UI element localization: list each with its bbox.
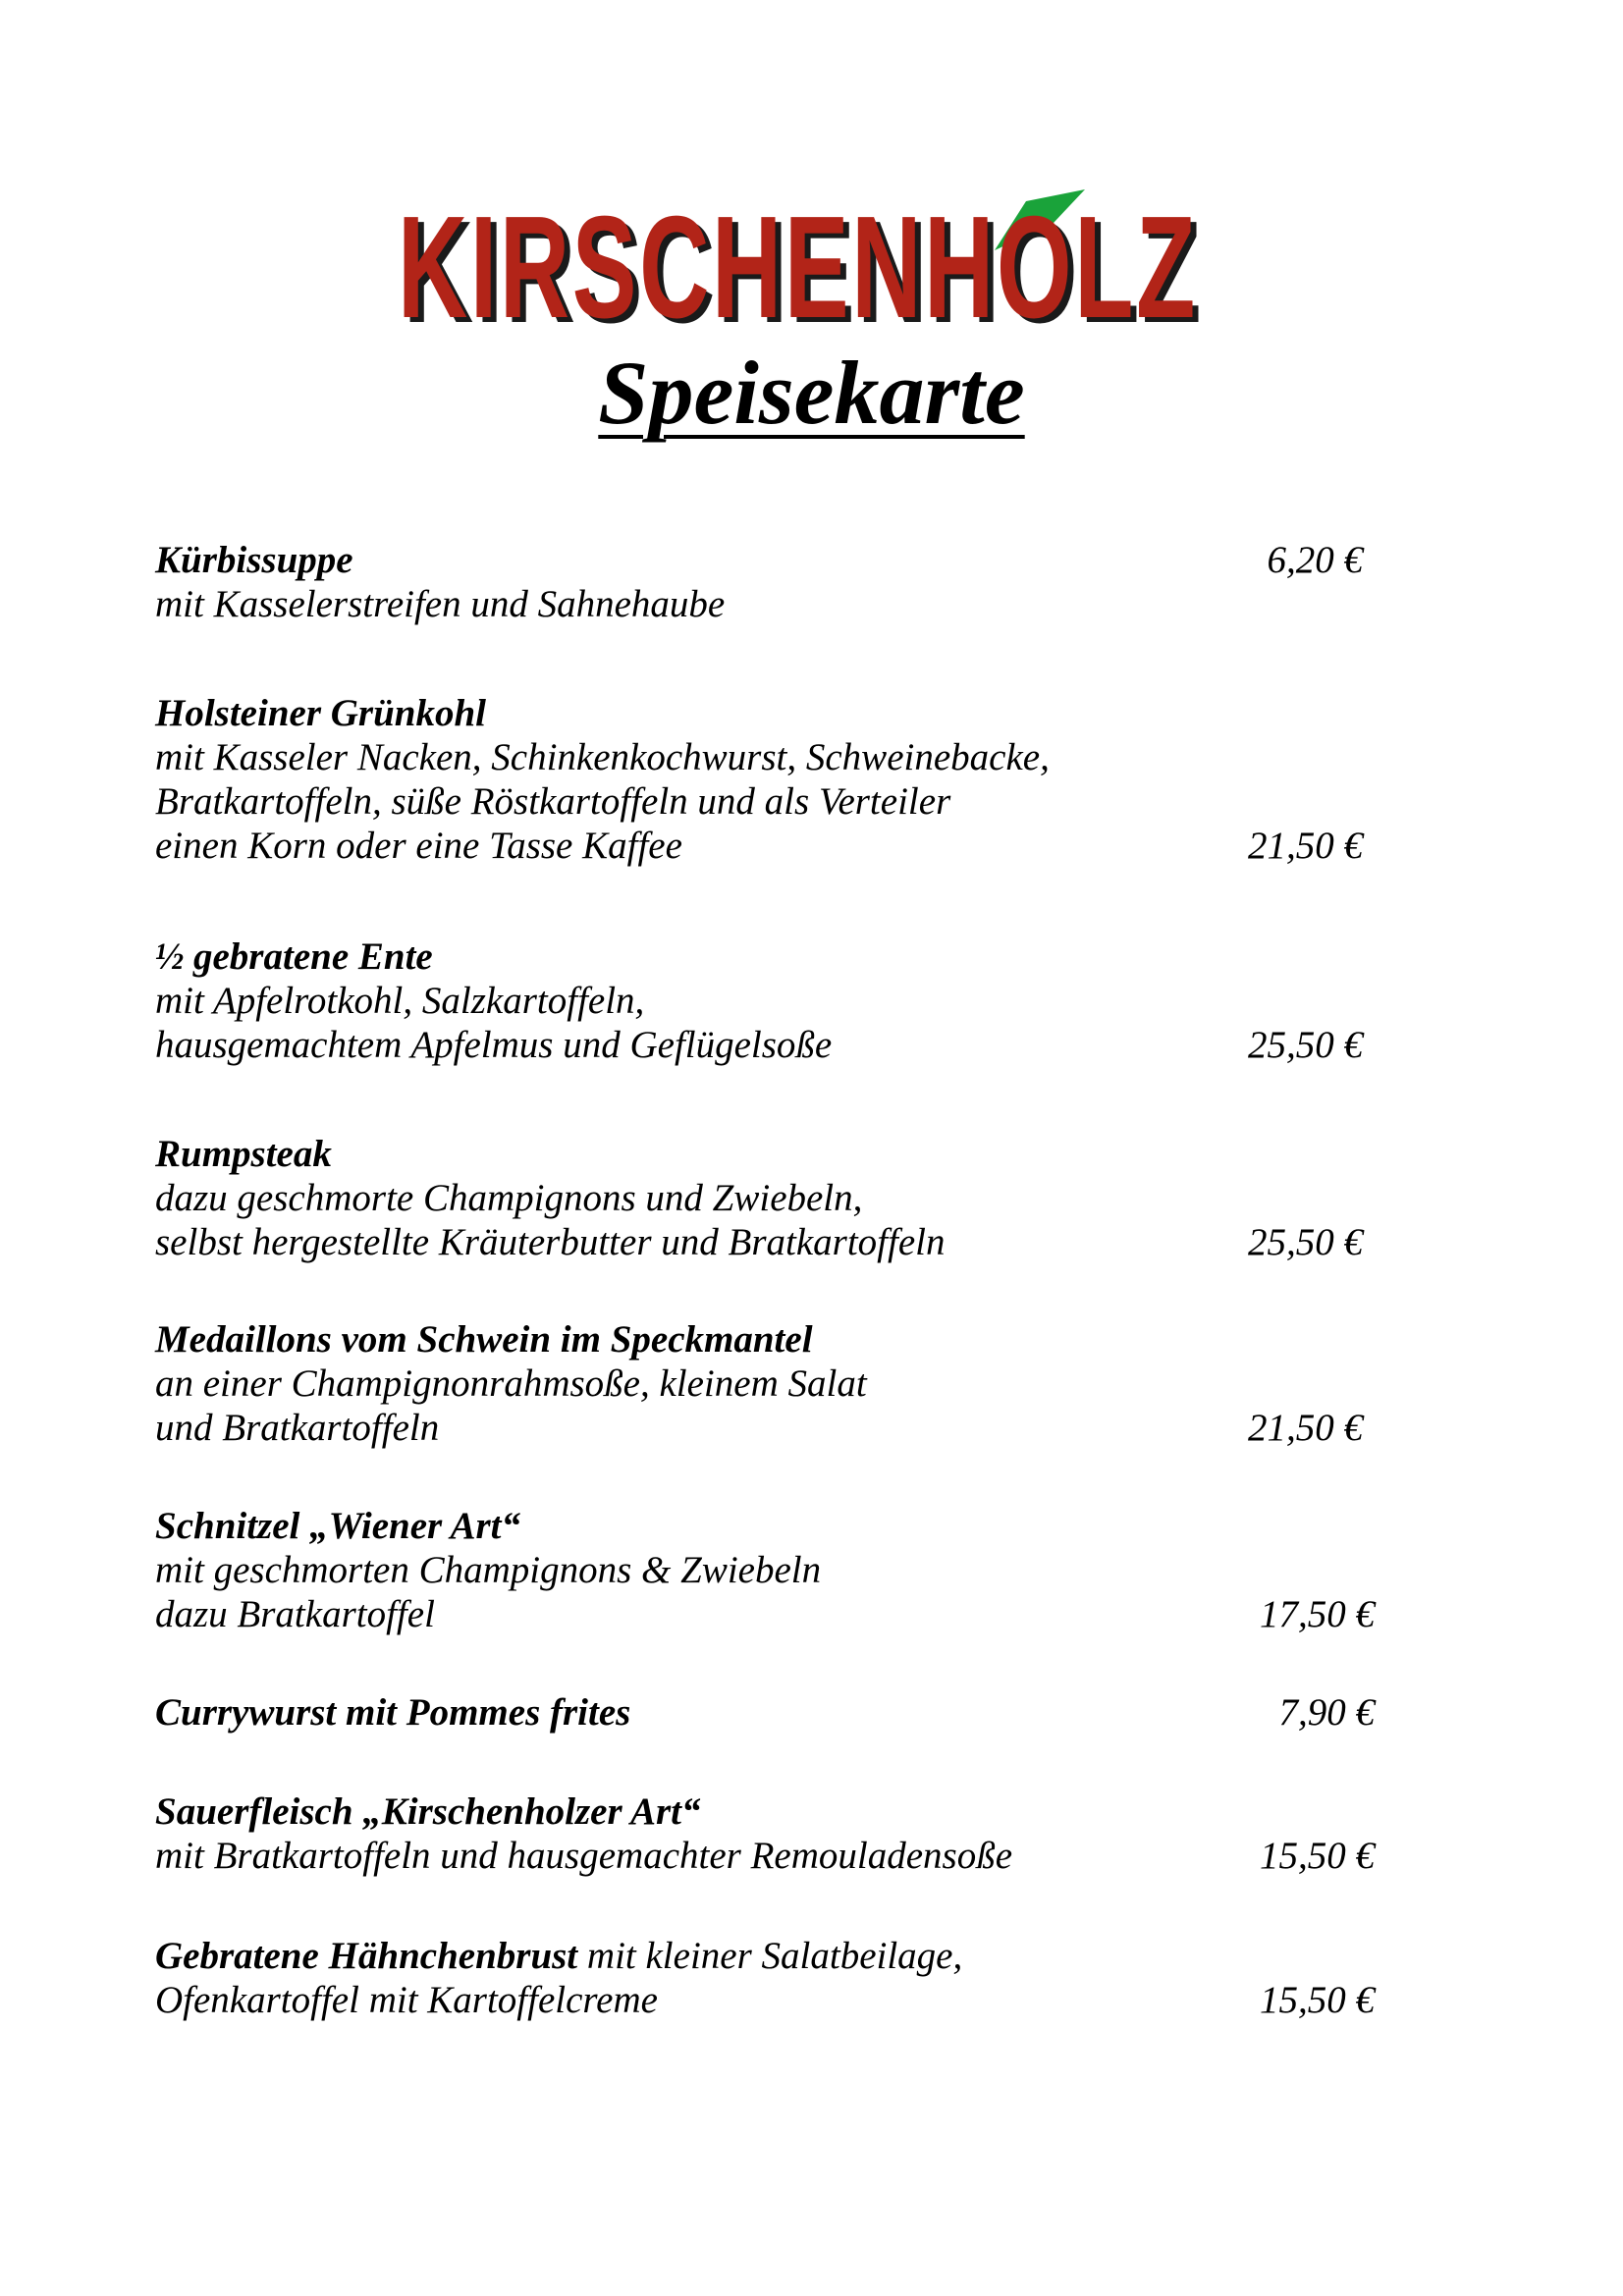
dish-name: Holsteiner Grünkohl	[155, 692, 487, 734]
page-title: Speisekarte	[598, 343, 1025, 443]
menu-item-price-line	[155, 1406, 1382, 1450]
menu-item	[155, 1690, 1382, 1735]
menu-item	[155, 1789, 1382, 1878]
dish-name: Kürbissuppe	[155, 539, 353, 581]
dish-price: 6,20 €	[1267, 539, 1363, 581]
logo-shadow: KIRSCHENHOLZ	[404, 191, 1204, 337]
menu-item-title-line	[155, 1690, 1382, 1735]
dish-description: mit Apfelrotkohl, Salzkartoffeln,	[155, 980, 645, 1022]
dish-description: Bratkartoffeln, süße Röstkartoffeln und als Verteiler	[155, 780, 951, 823]
dish-description: mit geschmorten Champignons & Zwiebeln	[155, 1549, 822, 1591]
dish-description: mit Bratkartoffeln und hausgemachter Remouladensoße	[155, 1835, 1013, 1877]
dish-description: hausgemachtem Apfelmus und Geflügelsoße	[155, 1024, 833, 1066]
dish-price: 25,50 €	[1248, 1221, 1363, 1263]
logo-wordmark: KIRSCHENHOLZ	[398, 189, 1198, 337]
dish-name: Currywurst mit Pommes frites	[155, 1691, 631, 1734]
dish-name: Medaillons vom Schwein im Speckmantel	[155, 1318, 813, 1361]
menu-item	[155, 1504, 1382, 1636]
menu-item	[155, 1132, 1382, 1264]
dish-description: dazu Bratkartoffel	[155, 1593, 435, 1635]
dish-name: Schnitzel „Wiener Art“	[155, 1505, 521, 1547]
dish-description: an einer Champignonrahmsoße, kleinem Salat	[155, 1362, 867, 1405]
menu-item-title-line	[155, 538, 1382, 582]
menu-item-price-line	[155, 824, 1382, 868]
dish-price: 21,50 €	[1248, 1407, 1363, 1449]
dish-description: mit Kasselerstreifen und Sahnehaube	[155, 583, 726, 625]
menu-item-price-line	[155, 1978, 1382, 2022]
menu-item	[155, 1934, 1382, 2022]
dish-description: dazu geschmorte Champignons und Zwiebeln,	[155, 1177, 863, 1219]
kirschenholz-logo	[398, 189, 1213, 337]
dish-price: 15,50 €	[1260, 1835, 1375, 1877]
dish-name: Rumpsteak	[155, 1133, 332, 1175]
dish-name: Gebratene Hähnchenbrust	[155, 1935, 578, 1977]
dish-description: selbst hergestellte Kräuterbutter und Bratkartoffeln	[155, 1221, 946, 1263]
dish-price: 25,50 €	[1248, 1024, 1363, 1066]
menu-item-price-line	[155, 1220, 1382, 1264]
dish-price: 7,90 €	[1278, 1691, 1375, 1734]
menu-item-price-line	[155, 1834, 1382, 1878]
menu-item-price-line	[155, 1023, 1382, 1067]
menu-item	[155, 538, 1382, 626]
menu-item	[155, 1317, 1382, 1450]
dish-description: einen Korn oder eine Tasse Kaffee	[155, 825, 682, 867]
menu-item-price-line	[155, 1592, 1382, 1636]
dish-name: ½ gebratene Ente	[155, 935, 433, 978]
dish-description: mit Kasseler Nacken, Schinkenkochwurst, Schweinebacke,	[155, 736, 1050, 778]
menu-item	[155, 691, 1382, 868]
dish-description: und Bratkartoffeln	[155, 1407, 440, 1449]
menu-item	[155, 934, 1382, 1067]
dish-description: Ofenkartoffel mit Kartoffelcreme	[155, 1979, 658, 2021]
dish-price: 17,50 €	[1260, 1593, 1375, 1635]
dish-price: 21,50 €	[1248, 825, 1363, 867]
menu-item-title-line	[155, 1934, 1382, 1978]
dish-price: 15,50 €	[1260, 1979, 1375, 2021]
dish-name-suffix: mit kleiner Salatbeilage,	[577, 1935, 963, 1977]
dish-name: Sauerfleisch „Kirschenholzer Art“	[155, 1790, 701, 1833]
